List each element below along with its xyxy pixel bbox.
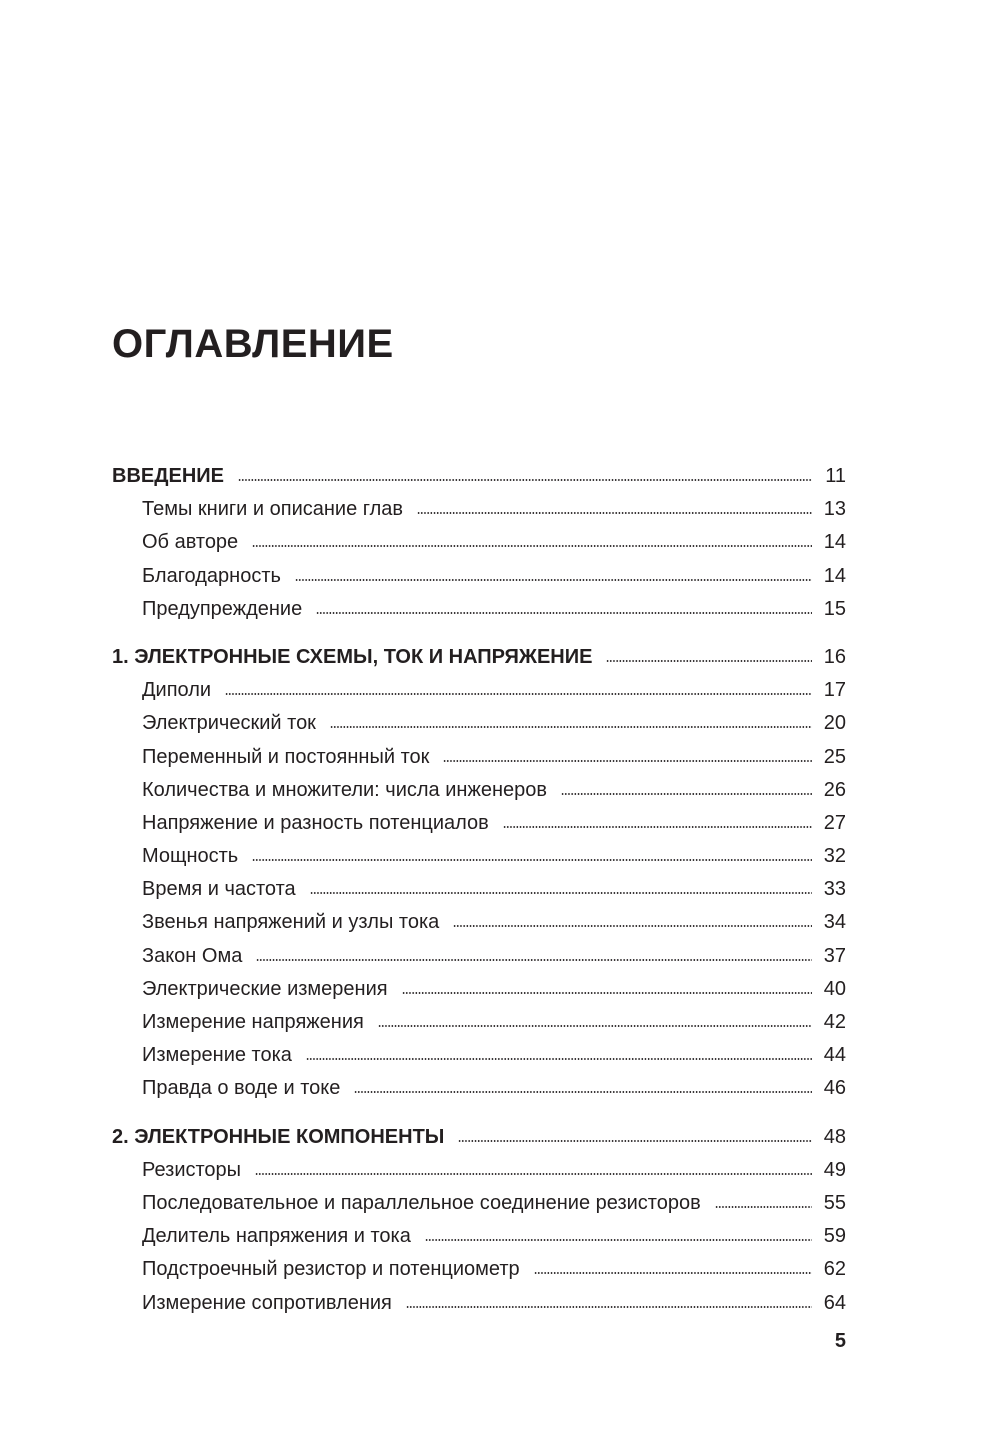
toc-entry-page: 25 [823, 745, 846, 768]
dot-leader [406, 1306, 812, 1308]
toc-entry [112, 1072, 846, 1105]
toc-entry [112, 774, 846, 807]
dot-leader [252, 545, 812, 547]
toc-entry [112, 840, 846, 873]
dot-leader [255, 1173, 812, 1175]
toc-entry-title: Диполи [142, 679, 212, 702]
toc-entry-page: 49 [823, 1158, 846, 1181]
toc-entry-title: Об авторе [142, 531, 239, 554]
toc-entry-page: 17 [823, 679, 846, 702]
toc-entry-title: Количества и множители: числа инженеров [142, 778, 547, 801]
toc-entry-page: 26 [823, 778, 846, 801]
toc-entry-page: 55 [823, 1191, 846, 1214]
dot-leader [606, 660, 812, 662]
toc-entry-page: 62 [823, 1258, 846, 1281]
toc-entry-title: Предупреждение [142, 597, 303, 620]
toc-chapter-title: 2. ЭЛЕКТРОННЫЕ КОМПОНЕНТЫ [112, 1125, 445, 1148]
toc-chapter [112, 460, 846, 493]
toc-entry [112, 1187, 846, 1220]
toc-entry [112, 707, 846, 740]
toc-chapter-page: 48 [823, 1125, 846, 1148]
dot-leader [378, 1025, 812, 1027]
dot-leader [417, 512, 812, 514]
dot-leader [354, 1091, 812, 1093]
toc-entry-page: 14 [823, 564, 846, 587]
toc-entry-title: Делитель напряжения и тока [142, 1225, 411, 1248]
toc-entry-title: Правда о воде и токе [142, 1077, 341, 1100]
dot-leader [458, 1140, 812, 1142]
toc-chapter-title: ВВЕДЕНИЕ [112, 465, 224, 487]
toc-chapter [112, 641, 846, 674]
toc-entry-page: 40 [823, 977, 846, 1000]
toc-section [112, 460, 846, 626]
toc-entry [112, 973, 846, 1006]
toc-entry [112, 593, 846, 626]
toc-entry [112, 873, 846, 906]
toc-section [112, 641, 846, 1106]
dot-leader [425, 1239, 812, 1241]
toc-entry-title: Подстроечный резистор и потенциометр [142, 1258, 520, 1281]
dot-leader [402, 992, 812, 994]
dot-leader [225, 693, 812, 695]
toc-entry-title: Измерение сопротивления [142, 1291, 392, 1314]
dot-leader [443, 760, 812, 762]
toc-entry-title: Благодарность [142, 564, 281, 587]
toc-entry-page: 46 [823, 1077, 846, 1100]
toc-entry-title: Последовательное и параллельное соединение резисторов [142, 1191, 701, 1214]
toc-entry-title: Напряжение и разность потенциалов [142, 811, 489, 834]
toc-entry [112, 741, 846, 774]
page-title: ОГЛАВЛЕНИЕ [112, 322, 394, 366]
toc-entry-page: 27 [823, 811, 846, 834]
toc-entry-title: Электрический ток [142, 712, 316, 735]
toc-entry-page: 64 [823, 1291, 846, 1314]
dot-leader [256, 959, 812, 961]
dot-leader [561, 793, 812, 795]
toc-entry [112, 940, 846, 973]
toc-section [112, 1121, 846, 1320]
toc-entry [112, 493, 846, 526]
toc-entry [112, 1039, 846, 1072]
toc-entry-title: Время и частота [142, 878, 296, 901]
toc-entry [112, 906, 846, 939]
toc-entry [112, 674, 846, 707]
toc-entry [112, 1253, 846, 1286]
dot-leader [503, 826, 812, 828]
dot-leader [238, 479, 812, 481]
toc-chapter-title: 1. ЭЛЕКТРОННЫЕ СХЕМЫ, ТОК И НАПРЯЖЕНИЕ [112, 645, 593, 668]
dot-leader [330, 726, 812, 728]
dot-leader [715, 1206, 812, 1208]
toc-entry [112, 560, 846, 593]
dot-leader [306, 1058, 812, 1060]
toc-entry-page: 42 [823, 1011, 846, 1033]
toc-entry [112, 1220, 846, 1253]
toc-entry [112, 1154, 846, 1187]
toc-entry-page: 15 [823, 597, 846, 620]
toc-entry-page: 13 [823, 498, 846, 521]
toc-entry-page: 37 [823, 944, 846, 967]
toc-entry-page: 14 [823, 531, 846, 554]
toc-entry [112, 526, 846, 559]
toc-entry-page: 34 [823, 911, 846, 934]
toc-entry-page: 59 [823, 1225, 846, 1248]
toc-entry-title: Переменный и постоянный ток [142, 745, 430, 768]
toc-entry-title: Измерение напряжения [142, 1011, 364, 1033]
toc-entry-title: Темы книги и описание глав [142, 498, 404, 521]
toc-entry-title: Резисторы [142, 1158, 242, 1181]
toc-entry-title: Звенья напряжений и узлы тока [142, 911, 440, 934]
toc-entry [112, 807, 846, 840]
dot-leader [295, 579, 812, 581]
dot-leader [453, 925, 812, 927]
toc-entry-page: 20 [823, 712, 846, 735]
dot-leader [252, 859, 812, 861]
toc-entry-title: Электрические измерения [142, 977, 388, 1000]
dot-leader [310, 892, 812, 894]
toc-entry-page: 33 [823, 878, 846, 901]
dot-leader [534, 1272, 812, 1274]
toc-chapter [112, 1121, 846, 1154]
page-number: 5 [834, 1330, 846, 1352]
dot-leader [316, 612, 812, 614]
toc-entry-title: Измерение тока [142, 1044, 292, 1067]
toc-entry [112, 1287, 846, 1320]
toc-entry [112, 1006, 846, 1039]
toc-entry-page: 32 [823, 845, 846, 868]
toc-entry-title: Закон Ома [142, 944, 243, 967]
toc-entry-title: Мощность [142, 845, 239, 868]
toc-entry-page: 44 [823, 1044, 846, 1067]
toc-chapter-page: 11 [825, 465, 846, 487]
toc-chapter-page: 16 [823, 645, 846, 668]
table-of-contents [112, 460, 846, 1335]
